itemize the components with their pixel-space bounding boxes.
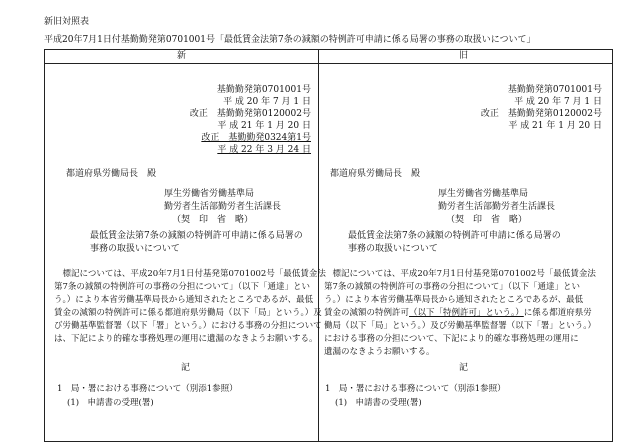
old-ref-line-2: 平 成 20 年 7 月 1 日 (514, 97, 602, 107)
new-title-1: 最低賃金法第7条の減額の特例許可申請に係る局署の (90, 231, 303, 241)
old-body-line-4b: に係る都道府県労 (523, 308, 592, 318)
new-ref-line-3: 改正 基勤勤発第0120002号 (189, 109, 311, 119)
doc-subject: 平成20年7月1日付基勤勤発第0701001号「最低賃金法第7条の減額の特例許可申請に係る局署の事務の取扱いについて」 (44, 35, 536, 45)
old-item-1-1: (1) 申請書の受理(署) (335, 398, 422, 408)
table-header-border (44, 63, 613, 64)
old-body-line-4-underlined: （以下「特例許可」という。） (409, 308, 524, 318)
old-body-line-4a: 賃金の減額の特例許可 (324, 308, 410, 318)
new-ref-line-4: 平 成 21 年 1 月 20 日 (217, 121, 311, 131)
new-ref-line-6: 平 成 22 年 3 月 24 日 (217, 145, 311, 155)
old-ref-line-4: 平 成 21 年 1 月 20 日 (508, 121, 602, 131)
old-body-line-2: 第7条の減額の特例許可の事務の分担について」（以下「通達」とい (324, 282, 580, 292)
column-header-old: 旧 (459, 51, 469, 61)
old-title-2: 事務の取扱いについて (348, 244, 438, 254)
new-ref-line-1: 基勤勤発第0701001号 (216, 85, 311, 95)
table-top-border (44, 49, 613, 50)
new-body-line-6: は、下記により的確な事務処理の運用に遺漏のなきようお願いする。 (54, 334, 318, 344)
old-sender-1: 厚生労働省労働基準局 (438, 189, 529, 199)
new-addressee: 都道府県労働局長 殿 (66, 169, 157, 179)
table-left-border (44, 49, 45, 441)
doc-heading: 新旧対照表 (44, 17, 90, 27)
new-body-line-3: う。）により本省労働基準局長から通知されたところであるが、最低 (54, 295, 314, 305)
new-item-1: 1 局・署における事務について（別添1参照） (57, 384, 238, 394)
new-body-line-1: 標記については、平成20年7月1日付基発第0701002号「最低賃金法 (54, 269, 326, 279)
column-header-new: 新 (177, 51, 187, 61)
new-body-line-4: 賃金の減額の特例許可に係る都道府県労働局（以下「局」という。）及 (54, 308, 322, 318)
new-sender-3: （契 印 省 略） (172, 215, 254, 225)
new-body-line-5: び労働基準監督署（以下「署」という。）における事務の分担について (54, 321, 322, 331)
new-sender-2: 勤労者生活部勤労者生活課長 (164, 202, 282, 212)
new-ki: 記 (181, 363, 191, 373)
old-body-line-6: における事務の分担について、下記により的確な事務処理の運用に (324, 334, 579, 344)
old-body-line-3: う。）により本省労働基準局長から通知されたところであるが、最低 (324, 295, 584, 305)
old-body-line-1: 標記については、平成20年7月1日付基発第0701002号「最低賃金法 (324, 269, 596, 279)
new-ref-line-5: 改正 基勤勤発0324第1号 (201, 133, 311, 143)
new-item-1-1: (1) 申請書の受理(署) (67, 398, 154, 408)
table-right-border (612, 49, 613, 441)
old-sender-2: 勤労者生活部勤労者生活課長 (438, 202, 556, 212)
new-sender-1: 厚生労働省労働基準局 (164, 189, 255, 199)
table-divider (318, 49, 319, 441)
old-ki: 記 (459, 363, 469, 373)
old-body-line-7: 遺漏のなきようお願いする。 (324, 347, 435, 357)
new-body-line-2: 第7条の減額の特例許可の事務の分担について」（以下「通達」とい (54, 282, 310, 292)
old-ref-line-1: 基勤勤発第0701001号 (507, 85, 602, 95)
new-title-2: 事務の取扱いについて (90, 244, 180, 254)
old-body-line-4 (324, 309, 592, 318)
old-item-1: 1 局・署における事務について（別添1参照） (325, 384, 506, 394)
old-sender-3: （契 印 省 略） (446, 215, 528, 225)
old-body-line-5: 働局（以下「局」という。）及び労働基準監督署（以下「署」という。） (324, 321, 597, 331)
new-ref-line-2: 平 成 20 年 7 月 1 日 (223, 97, 311, 107)
old-title-1: 最低賃金法第7条の減額の特例許可申請に係る局署の (348, 231, 561, 241)
old-ref-line-3: 改正 基勤勤発第0120002号 (480, 109, 602, 119)
old-addressee: 都道府県労働局長 殿 (330, 169, 421, 179)
